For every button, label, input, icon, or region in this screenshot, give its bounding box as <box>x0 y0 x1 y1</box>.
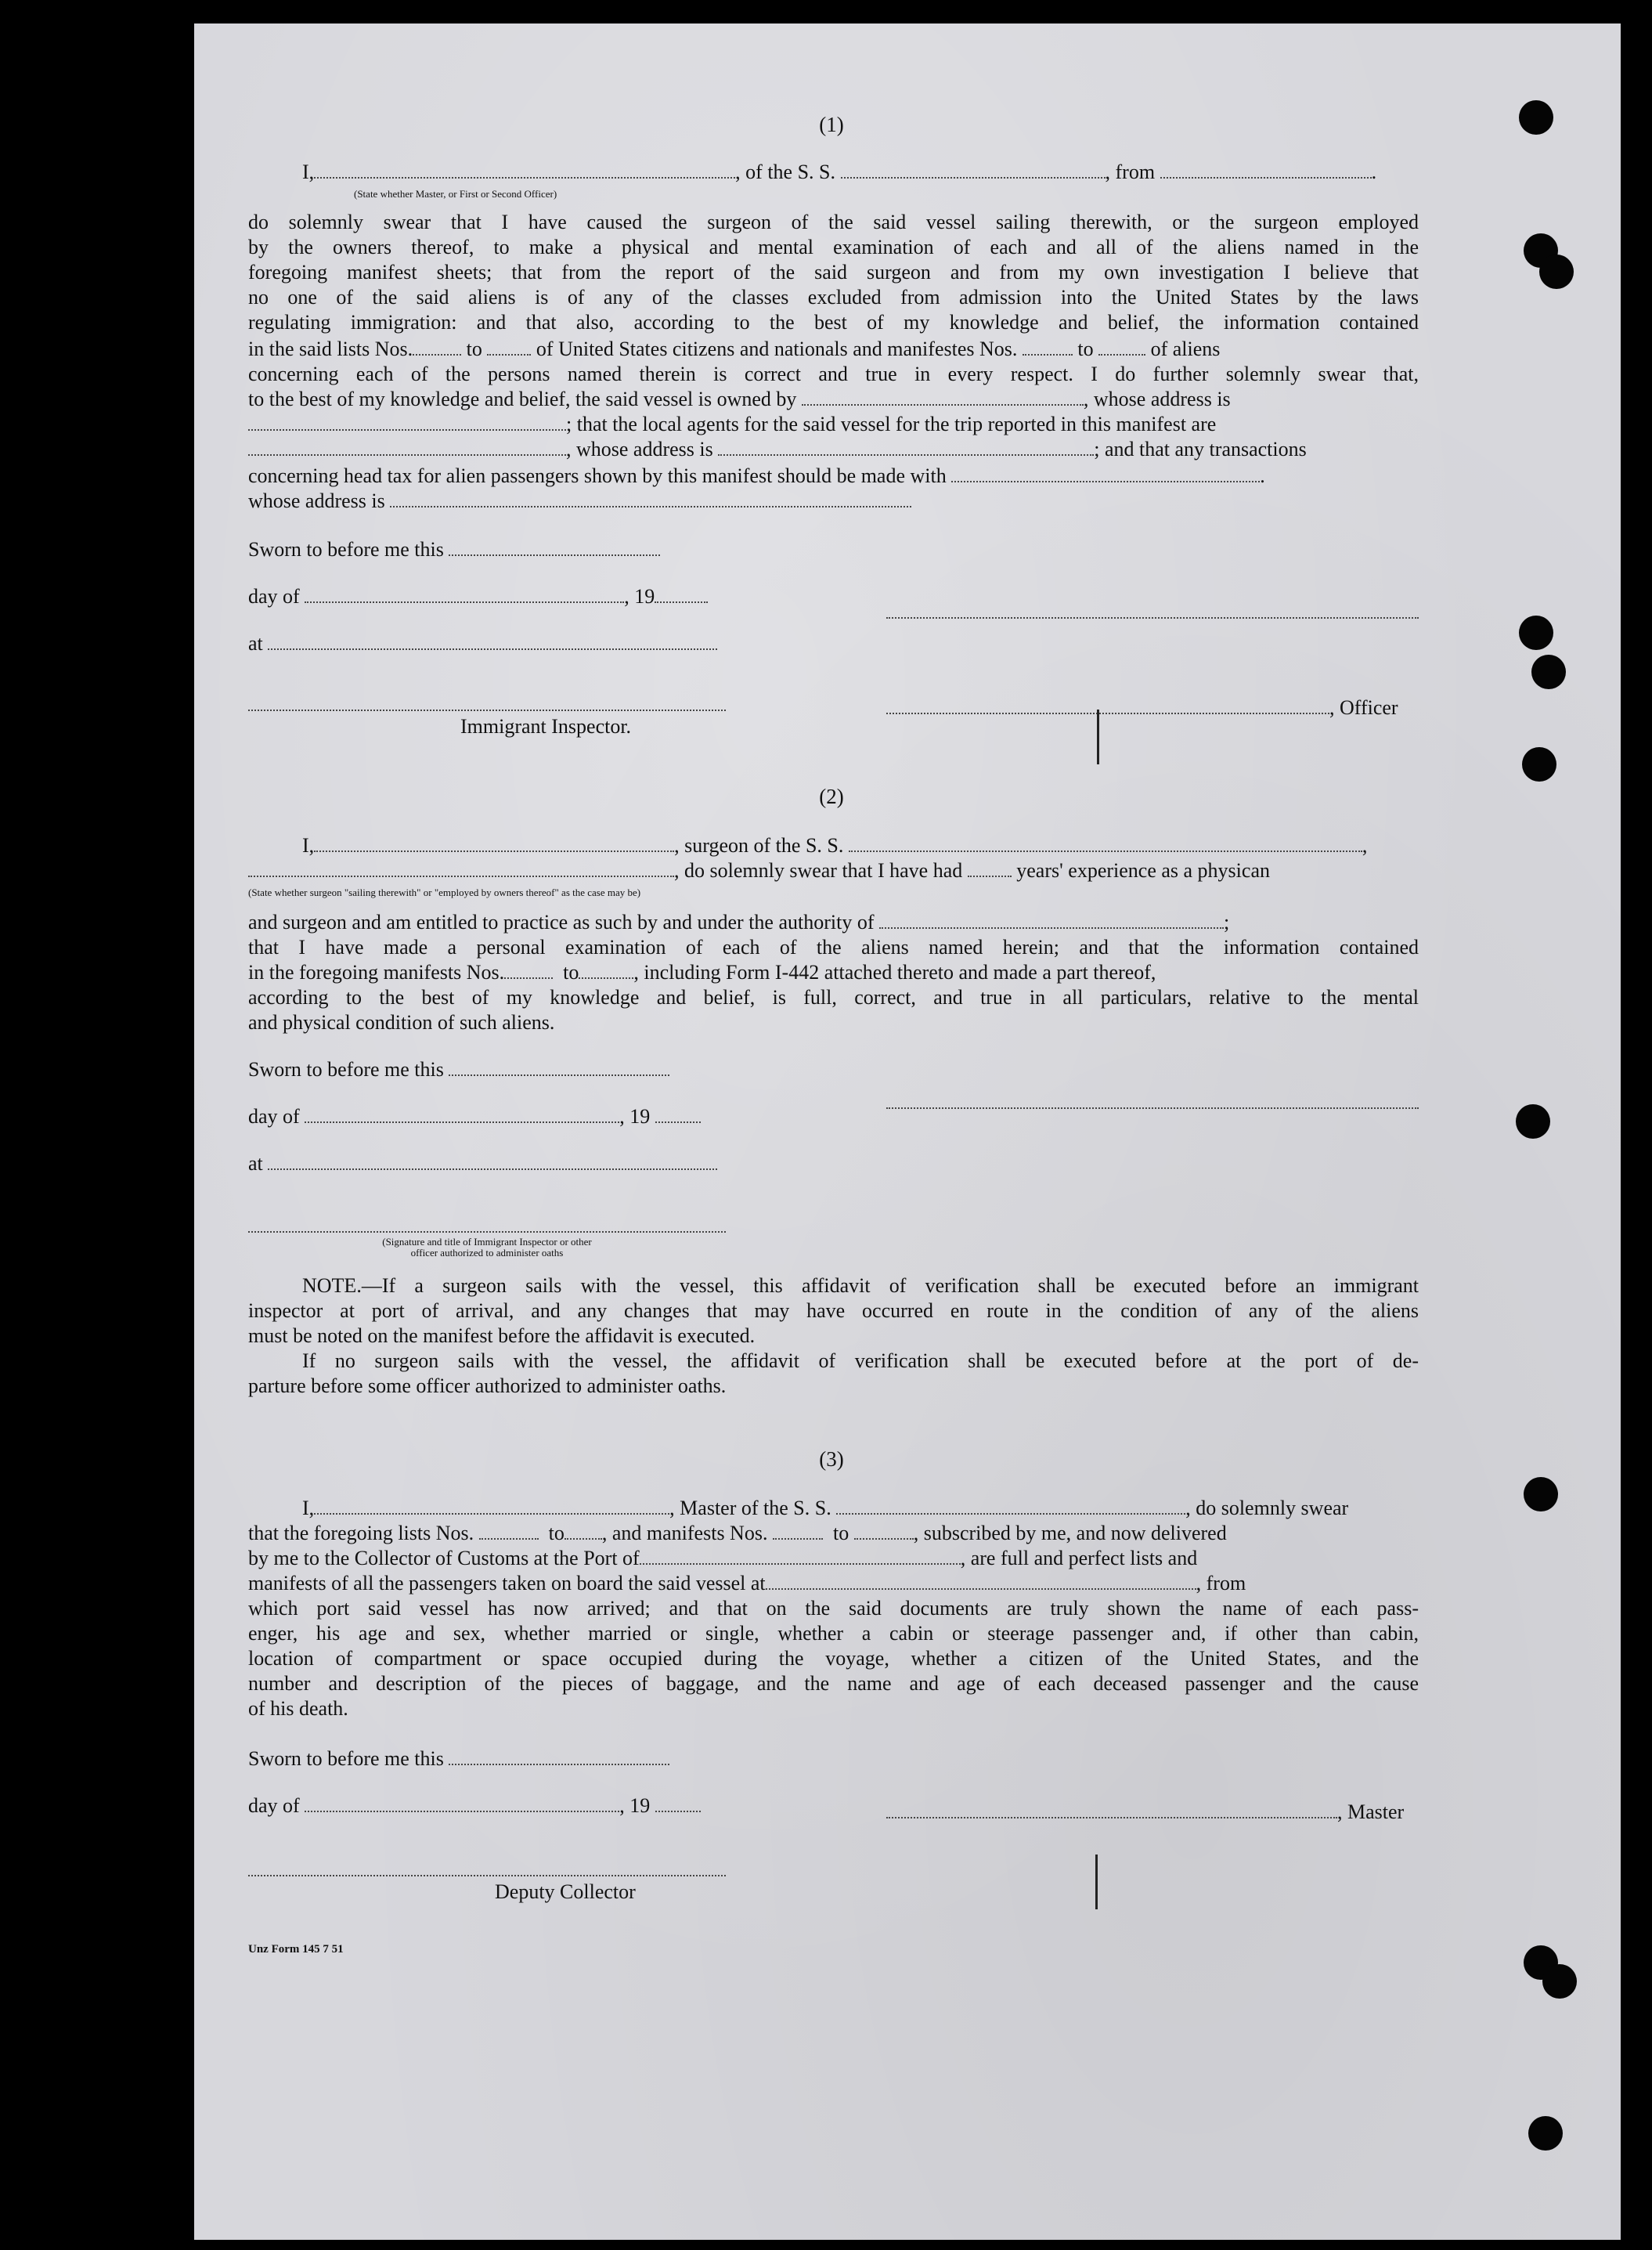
punch-hole <box>1516 1104 1550 1139</box>
oath-text-line: location of compartment or space occupied during the voyage, whether a citizen of the United States, and the <box>248 1647 1419 1670</box>
punch-hole <box>1519 100 1553 135</box>
blank-field[interactable] <box>854 1522 914 1540</box>
form-number: Unz Form 145 7 51 <box>248 1943 344 1956</box>
blank-field[interactable] <box>390 490 911 507</box>
blank-field[interactable] <box>836 1497 1185 1515</box>
blank-field[interactable] <box>655 586 708 603</box>
blank-field[interactable] <box>886 697 1329 714</box>
punch-hole <box>1522 747 1556 782</box>
inspector-label: Immigrant Inspector. <box>460 715 632 738</box>
ink-mark <box>1097 710 1099 764</box>
signature-line[interactable] <box>248 1230 726 1233</box>
jurat-sworn: Sworn to before me this <box>248 1746 669 1771</box>
blank-field[interactable] <box>305 586 624 603</box>
oath-text-line: to the best of my knowledge and belief, the said vessel is owned by , whose address is <box>248 388 1231 410</box>
blank-field[interactable] <box>841 161 1106 179</box>
blank-field[interactable] <box>479 1522 539 1540</box>
oath-text-line: , whose address is ; and that any transactions <box>248 437 1307 462</box>
blank-field[interactable] <box>248 860 674 877</box>
blank-field[interactable] <box>951 465 1260 482</box>
blank-field[interactable] <box>314 161 735 179</box>
blank-field[interactable] <box>640 1548 961 1565</box>
jurat-at: at <box>248 1151 717 1176</box>
oath-text-line: which port said vessel has now arrived; and that on the said documents are truly shown the name of each pass- <box>248 1597 1419 1620</box>
oath-text-line: and physical condition of such aliens. <box>248 1011 555 1034</box>
oath-text-line: ; that the local agents for the said vessel for the trip reported in this manifest are <box>248 412 1216 437</box>
punch-hole <box>1524 1477 1558 1511</box>
blank-field[interactable] <box>879 912 1224 929</box>
blank-field[interactable] <box>449 1748 669 1765</box>
oath-text-line: enger, his age and sex, whether married or single, whether a cabin or steerage passenger and, if other than cabin, <box>248 1622 1419 1645</box>
note-text-line: If no surgeon sails with the vessel, the affidavit of verification shall be executed before at the port of de- <box>302 1349 1419 1372</box>
blank-field[interactable] <box>487 338 531 356</box>
section-number: (1) <box>819 113 844 136</box>
signature-line[interactable] <box>886 1106 1419 1109</box>
punch-hole <box>1528 2116 1563 2151</box>
signature-line[interactable] <box>248 1873 726 1876</box>
blank-field[interactable] <box>655 1795 701 1812</box>
section1-opening: I, , of the S. S. , from . <box>302 161 1377 183</box>
section-number: (3) <box>819 1447 844 1471</box>
signature-caption: (Signature and title of Immigrant Inspector or other <box>382 1236 592 1248</box>
blank-field[interactable] <box>655 1106 701 1123</box>
blank-field[interactable] <box>449 1059 669 1076</box>
oath-text-line: of his death. <box>248 1697 348 1720</box>
blank-field[interactable] <box>968 860 1012 877</box>
note-text-line: inspector at port of arrival, and any changes that may have occurred en route in the condition of any of the aliens <box>248 1299 1419 1322</box>
oath-text-line: by the owners thereof, to make a physical and mental examination of each and all of the aliens named in the <box>248 236 1419 258</box>
note-text-line: parture before some officer authorized to administer oaths. <box>248 1374 727 1397</box>
signature-line[interactable] <box>248 708 726 711</box>
blank-field[interactable] <box>773 1522 823 1540</box>
punch-hole <box>1519 616 1553 650</box>
blank-field[interactable] <box>314 1497 669 1515</box>
blank-field[interactable] <box>504 962 553 979</box>
blank-field[interactable] <box>579 962 633 979</box>
master-signature: , Master <box>886 1800 1404 1825</box>
oath-text-line: , do solemnly swear that I have had years' experience as a physican <box>248 858 1270 883</box>
blank-field[interactable] <box>305 1795 619 1812</box>
blank-field[interactable] <box>766 1573 1196 1590</box>
oath-text-line: according to the best of my knowledge and belief, is full, correct, and true in all particulars, relative to the mental <box>248 986 1419 1009</box>
blank-field[interactable] <box>268 633 717 650</box>
blank-field[interactable] <box>305 1106 619 1123</box>
note-text-line: must be noted on the manifest before the affidavit is executed. <box>248 1324 756 1347</box>
note-text-line: NOTE.—If a surgeon sails with the vessel, this affidavit of verification shall be executed before an immigrant <box>302 1274 1419 1297</box>
oath-text-line: do solemnly swear that I have caused the surgeon of the said vessel sailing therewith, or the surgeon employed <box>248 211 1419 233</box>
ink-mark <box>1095 1855 1098 1909</box>
blank-field[interactable] <box>248 414 566 431</box>
oath-text-line: no one of the said aliens is of any of the classes excluded from admission into the United States by the laws <box>248 286 1419 309</box>
signature-line[interactable] <box>886 616 1419 619</box>
oath-text-line: in the foregoing manifests Nos. to , including Form I-442 attached thereto and made a part thereof, <box>248 961 1156 984</box>
oath-text-line: that I have made a personal examination of each of the aliens named herein; and that the information contained <box>248 936 1419 959</box>
blank-field[interactable] <box>802 388 1084 406</box>
blank-field[interactable] <box>314 835 674 852</box>
blank-field[interactable] <box>886 1801 1337 1818</box>
section3-opening: I, , Master of the S. S. , do solemnly swear <box>302 1497 1349 1519</box>
oath-text-line: and surgeon and am entitled to practice as such by and under the authority of ; <box>248 911 1230 934</box>
blank-field[interactable] <box>1023 338 1073 356</box>
punch-hole <box>1539 255 1574 289</box>
blank-field[interactable] <box>449 539 660 556</box>
oath-text-line: foregoing manifest sheets; that from the report of the said surgeon and from my own investigation I believe that <box>248 261 1419 284</box>
jurat-day: day of , 19 <box>248 1104 701 1129</box>
blank-field[interactable] <box>248 439 566 456</box>
jurat-at: at <box>248 631 717 656</box>
oath-text-line: whose address is <box>248 489 911 514</box>
section2-opening: I, , surgeon of the S. S. , <box>302 834 1368 857</box>
oath-text-line: concerning each of the persons named therein is correct and true in every respect. I do further solemnly swear that, <box>248 363 1419 385</box>
deputy-label: Deputy Collector <box>495 1880 636 1903</box>
oath-text-line: in the said lists Nos. to of United States citizens and nationals and manifestes Nos. to of aliens <box>248 338 1221 360</box>
field-caption: (State whether surgeon "sailing therewith" or "employed by owners thereof" as the case may be) <box>248 887 641 898</box>
field-caption: (State whether Master, or First or Second Officer) <box>354 188 557 200</box>
punch-hole <box>1542 1964 1577 1999</box>
blank-field[interactable] <box>849 835 1362 852</box>
blank-field[interactable] <box>268 1153 717 1170</box>
oath-text-line: by me to the Collector of Customs at the Port of , are full and perfect lists and <box>248 1547 1198 1569</box>
jurat-day: day of , 19 <box>248 1793 701 1818</box>
jurat-sworn: Sworn to before me this <box>248 1057 669 1082</box>
blank-field[interactable] <box>413 338 461 356</box>
oath-text-line: concerning head tax for alien passengers shown by this manifest should be made with . <box>248 464 1265 487</box>
signature-caption: officer authorized to administer oaths <box>410 1247 564 1259</box>
oath-text-line: manifests of all the passengers taken on board the said vessel at , from <box>248 1572 1246 1595</box>
jurat-day: day of , 19 <box>248 584 708 609</box>
oath-text-line: regulating immigration: and that also, according to the best of my knowledge and belief, the information contained <box>248 311 1419 334</box>
blank-field[interactable] <box>718 439 1094 456</box>
oath-text-line: that the foregoing lists Nos. to , and manifests Nos. to , subscribed by me, and now delivered <box>248 1522 1227 1544</box>
jurat-sworn: Sworn to before me this <box>248 537 660 562</box>
punch-hole <box>1531 655 1566 689</box>
blank-field[interactable] <box>564 1522 602 1540</box>
blank-field[interactable] <box>1098 338 1145 356</box>
officer-signature: , Officer <box>886 695 1398 721</box>
section-number: (2) <box>819 785 844 808</box>
oath-text-line: number and description of the pieces of baggage, and the name and age of each deceased passenger and the cause <box>248 1672 1419 1695</box>
blank-field[interactable] <box>1160 161 1372 179</box>
